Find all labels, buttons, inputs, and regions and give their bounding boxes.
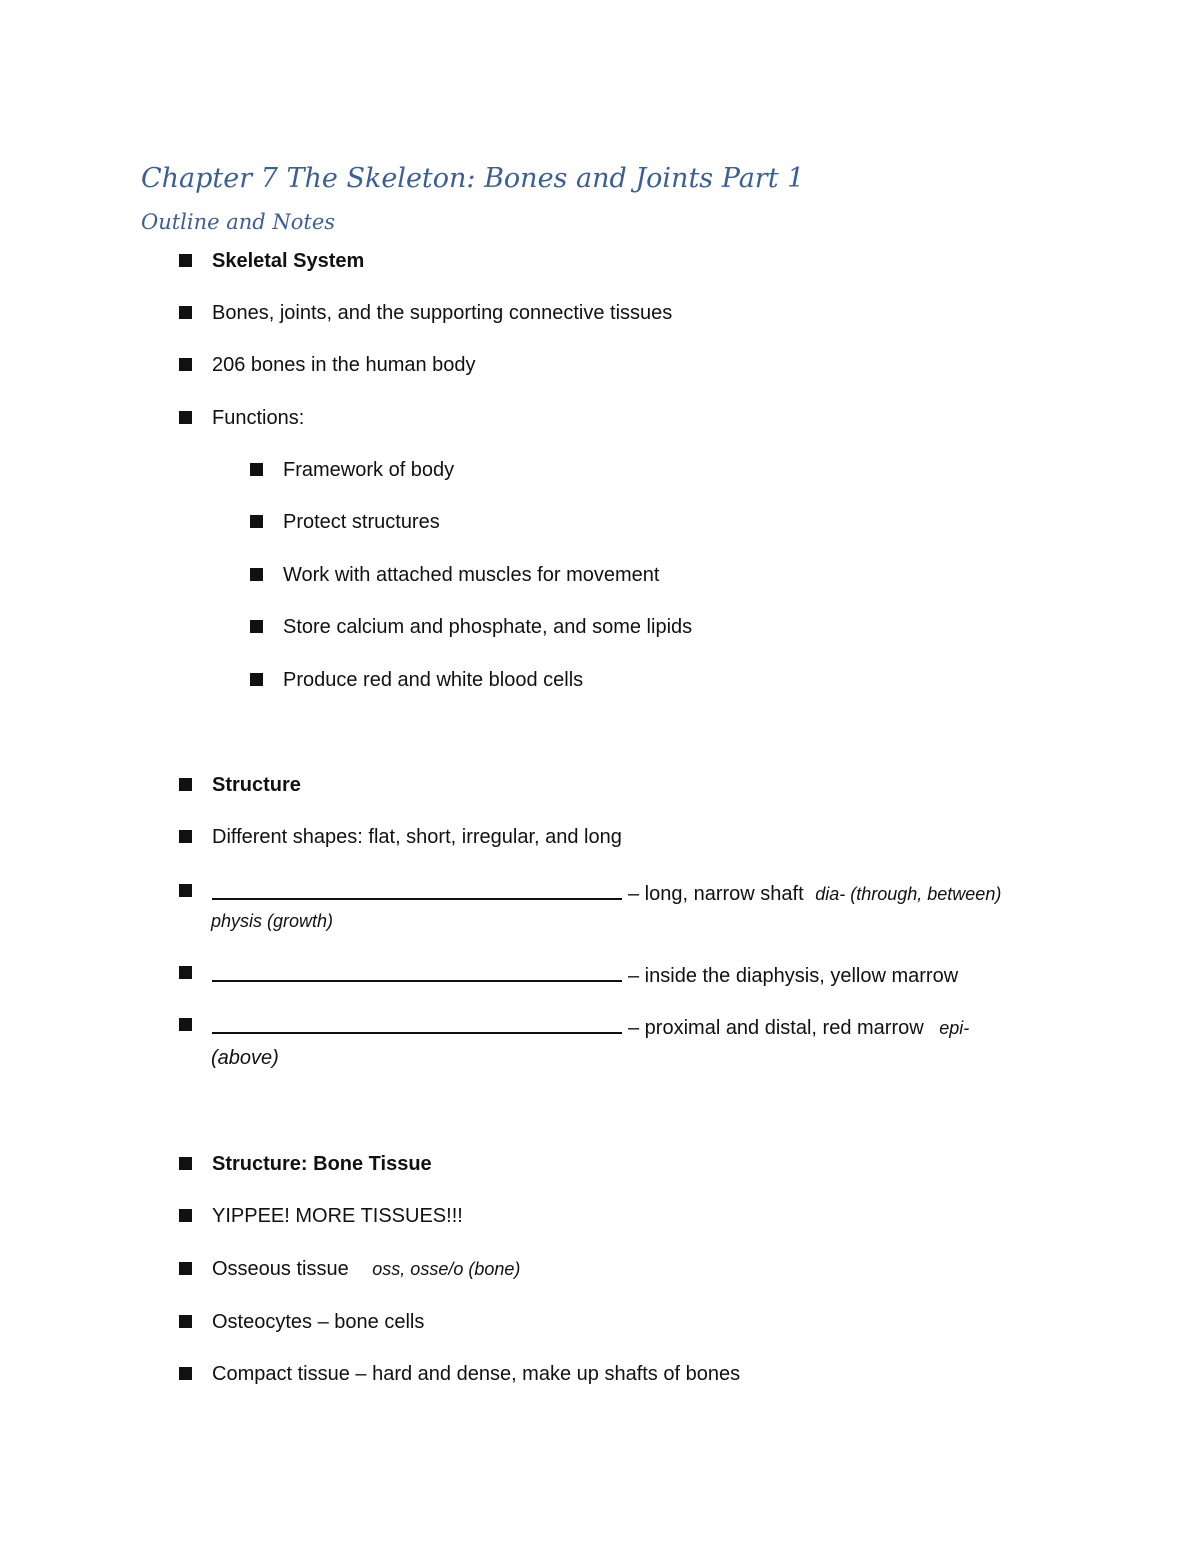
square-bullet-icon <box>250 620 263 633</box>
list-item <box>212 248 364 274</box>
square-bullet-icon <box>250 673 263 686</box>
square-bullet-icon <box>179 1157 192 1170</box>
fill-in-definition: – long, narrow shaft <box>628 883 804 905</box>
sub-list-item <box>283 667 583 693</box>
list-item-text: 206 bones in the human body <box>212 354 476 376</box>
list-item <box>212 1151 432 1177</box>
sub-list-item-text: Framework of body <box>283 459 455 481</box>
list-item <box>212 1203 463 1229</box>
list-item <box>212 1309 424 1335</box>
square-bullet-icon <box>179 884 192 897</box>
list-item-text: Different shapes: flat, short, irregular, and long <box>212 826 622 848</box>
sub-list-item-text: Store calcium and phosphate, and some lipids <box>283 616 693 638</box>
list-item <box>212 300 672 326</box>
list-item-text: Osteocytes – bone cells <box>212 1311 425 1333</box>
square-bullet-icon <box>179 411 192 424</box>
etymology-continuation: physis (growth) <box>211 911 334 931</box>
fill-in-item <box>212 1012 969 1041</box>
section-heading-bone-tissue: Structure: Bone Tissue <box>212 1153 432 1175</box>
fill-in-definition: – inside the diaphysis, yellow marrow <box>628 965 959 987</box>
square-bullet-icon <box>179 358 192 371</box>
square-bullet-icon <box>250 463 263 476</box>
fill-in-blank[interactable] <box>212 878 622 900</box>
list-item-text: Compact tissue – hard and dense, make up shafts of bones <box>212 1363 741 1385</box>
etymology-note: epi- <box>939 1018 970 1038</box>
fill-in-definition: – proximal and distal, red marrow <box>628 1017 924 1039</box>
list-item <box>212 824 622 850</box>
etymology-note: dia- (through, between) <box>815 884 1002 904</box>
list-item <box>212 772 301 798</box>
page-subtitle: Outline and Notes <box>141 210 336 234</box>
section-heading-structure: Structure <box>212 774 301 796</box>
page-title: Chapter 7 The Skeleton: Bones and Joints Part 1 <box>141 163 805 194</box>
square-bullet-icon <box>250 568 263 581</box>
square-bullet-icon <box>179 306 192 319</box>
square-bullet-icon <box>179 966 192 979</box>
list-item-text: Osseous tissue <box>212 1258 349 1280</box>
fill-in-item <box>212 878 1001 907</box>
sub-list-item <box>283 562 659 588</box>
fill-in-blank[interactable] <box>212 1012 622 1034</box>
square-bullet-icon <box>179 830 192 843</box>
list-item <box>212 405 304 431</box>
square-bullet-icon <box>179 1367 192 1380</box>
sub-list-item-text: Protect structures <box>283 511 440 533</box>
sub-list-item-text: Work with attached muscles for movement <box>283 564 660 586</box>
fill-in-blank[interactable] <box>212 960 622 982</box>
list-item <box>212 1361 740 1387</box>
etymology-note: oss, osse/o (bone) <box>372 1259 521 1279</box>
sub-list-item <box>283 457 454 483</box>
square-bullet-icon <box>179 1018 192 1031</box>
list-item-text: Functions: <box>212 407 305 429</box>
list-item <box>212 1256 520 1282</box>
list-item <box>212 352 476 378</box>
section-heading-skeletal-system: Skeletal System <box>212 250 365 272</box>
sub-list-item <box>283 614 692 640</box>
square-bullet-icon <box>179 778 192 791</box>
square-bullet-icon <box>179 1209 192 1222</box>
sub-list-item <box>283 509 440 535</box>
square-bullet-icon <box>179 254 192 267</box>
etymology-continuation: (above) <box>211 1047 279 1069</box>
square-bullet-icon <box>179 1315 192 1328</box>
list-item-text: YIPPEE! MORE TISSUES!!! <box>212 1205 463 1227</box>
fill-in-item <box>212 960 958 989</box>
square-bullet-icon <box>179 1262 192 1275</box>
list-item-text: Bones, joints, and the supporting connective tissues <box>212 302 673 324</box>
sub-list-item-text: Produce red and white blood cells <box>283 669 584 691</box>
square-bullet-icon <box>250 515 263 528</box>
